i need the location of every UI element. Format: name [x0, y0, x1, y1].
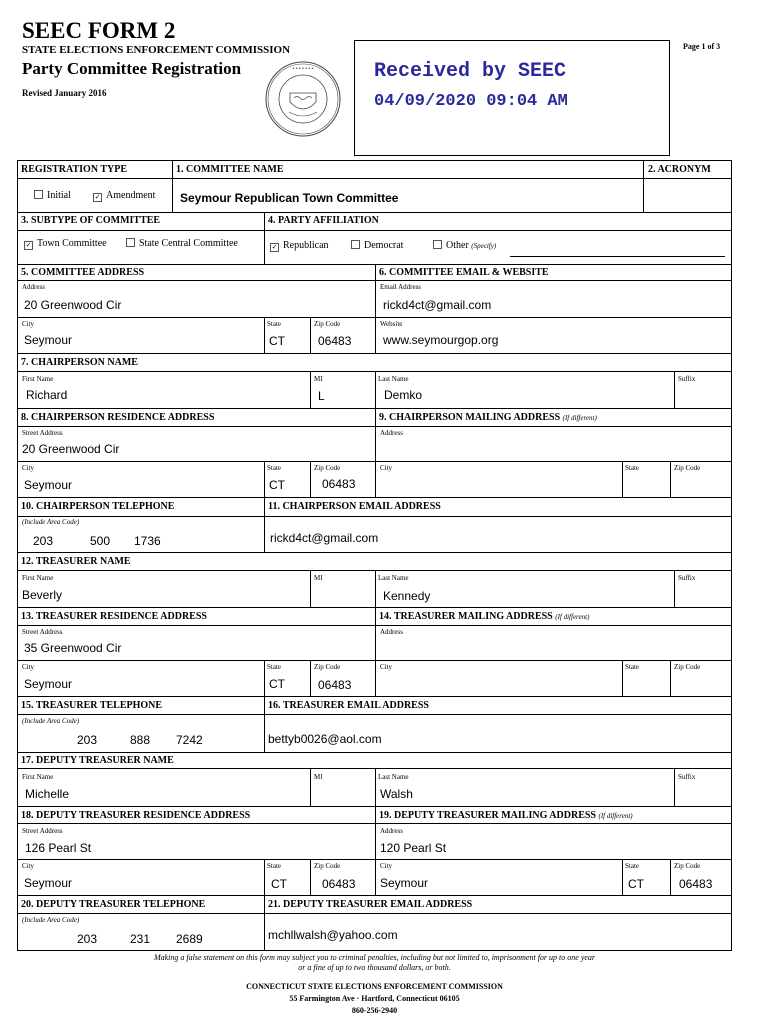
treas-zip-value[interactable]: 06483	[318, 678, 352, 692]
chair-mailing-header	[379, 412, 597, 423]
democrat-label: Democrat	[364, 240, 404, 251]
chair-city-label: City	[22, 464, 35, 472]
republican-checkbox-box[interactable]: ✓	[271, 243, 278, 251]
committee-name-value[interactable]: Seymour Republican Town Committee	[180, 191, 399, 205]
committee-name-header: 1. COMMITTEE NAME	[176, 164, 284, 175]
committee-zip-label: Zip Code	[314, 320, 341, 328]
treas-mail-city-label: City	[380, 663, 393, 671]
chair-mail-city-label: City	[380, 464, 393, 472]
chair-phone-line[interactable]: 1736	[134, 534, 161, 548]
deputy-phone-prefix[interactable]: 231	[130, 932, 151, 946]
other-specify-line[interactable]	[510, 256, 725, 257]
svg-text:• • • • • • •: • • • • • • •	[292, 66, 314, 72]
treas-phone-area[interactable]: 203	[77, 733, 98, 747]
treas-mi-label: MI	[314, 574, 323, 582]
deputy-mail-city-value[interactable]: Seymour	[380, 876, 429, 890]
state-central-checkbox[interactable]	[126, 238, 238, 249]
committee-website-label: Website	[380, 320, 403, 328]
agency-name: STATE ELECTIONS ENFORCEMENT COMMISSION	[22, 44, 291, 56]
deputy-mail-address-label: Address	[380, 827, 403, 835]
warning-line-2: or a fine of up to two thousand dollars, or both.	[298, 963, 451, 972]
deputy-email-value[interactable]: mchllwalsh@yahoo.com	[268, 928, 398, 942]
stamp-received-text: Received by SEEC	[374, 60, 567, 83]
chair-mi-label: MI	[314, 375, 323, 383]
chair-street-value[interactable]: 20 Greenwood Cir	[22, 442, 120, 456]
treas-mail-address-label: Address	[380, 628, 403, 636]
deputy-mail-zip-label: Zip Code	[674, 862, 701, 870]
treas-city-label: City	[22, 663, 35, 671]
treas-area-code-label: (Include Area Code)	[22, 717, 80, 725]
treas-mailing-header	[379, 611, 589, 622]
deputy-name-header: 17. DEPUTY TREASURER NAME	[21, 755, 174, 766]
committee-email-label: Email Address	[380, 283, 422, 291]
treas-street-label: Street Address	[22, 628, 63, 636]
deputy-residence-header: 18. DEPUTY TREASURER RESIDENCE ADDRESS	[21, 810, 251, 821]
republican-label: Republican	[283, 240, 329, 251]
chair-last-label: Last Name	[378, 375, 409, 383]
treas-mailing-title: 14. TREASURER MAILING ADDRESS	[379, 611, 553, 622]
treas-last-label: Last Name	[378, 574, 409, 582]
deputy-city-value[interactable]: Seymour	[24, 876, 73, 890]
deputy-area-code-label: (Include Area Code)	[22, 916, 80, 924]
state-central-label: State Central Committee	[139, 238, 238, 249]
treas-zip-label: Zip Code	[314, 663, 341, 671]
deputy-mailing-title: 19. DEPUTY TREASURER MAILING ADDRESS	[379, 810, 596, 821]
treas-email-header: 16. TREASURER EMAIL ADDRESS	[268, 700, 429, 711]
deputy-phone-area[interactable]: 203	[77, 932, 98, 946]
initial-checkbox[interactable]	[34, 190, 71, 201]
footer-address: 55 Farmington Ave · Hartford, Connecticut 06105	[289, 994, 460, 1003]
chair-phone-header: 10. CHAIRPERSON TELEPHONE	[21, 501, 175, 512]
committee-state-value[interactable]: CT	[269, 334, 285, 348]
treas-city-value[interactable]: Seymour	[24, 677, 73, 691]
committee-city-value[interactable]: Seymour	[24, 333, 73, 347]
deputy-mailing-header	[379, 810, 633, 821]
chairperson-name-header: 7. CHAIRPERSON NAME	[21, 357, 138, 368]
committee-address-value[interactable]: 20 Greenwood Cir	[24, 298, 122, 312]
deputy-mail-zip-value[interactable]: 06483	[679, 877, 713, 891]
deputy-city-label: City	[22, 862, 35, 870]
treas-first-label: First Name	[22, 574, 54, 582]
chair-first-value[interactable]: Richard	[26, 388, 68, 402]
committee-website-value[interactable]: www.seymourgop.org	[383, 333, 499, 347]
town-committee-checkbox-box[interactable]: ✓	[25, 241, 32, 249]
chair-suffix-label: Suffix	[678, 375, 696, 383]
deputy-suffix-label: Suffix	[678, 773, 696, 781]
treas-suffix-label: Suffix	[678, 574, 696, 582]
treas-residence-header: 13. TREASURER RESIDENCE ADDRESS	[21, 611, 207, 622]
amendment-label: Amendment	[106, 190, 156, 201]
chair-state-value[interactable]: CT	[269, 478, 285, 492]
town-committee-checkbox[interactable]	[24, 238, 107, 250]
treas-last-value[interactable]: Kennedy	[383, 589, 431, 603]
committee-contact-header: 6. COMMITTEE EMAIL & WEBSITE	[379, 267, 549, 278]
chair-if-different: (If different)	[562, 414, 597, 422]
treasurer-name-header: 12. TREASURER NAME	[21, 556, 131, 567]
acronym-header: 2. ACRONYM	[648, 164, 711, 175]
other-checkbox-box[interactable]	[433, 240, 442, 249]
chair-mail-address-label: Address	[380, 429, 403, 437]
chair-phone-area[interactable]: 203	[33, 534, 54, 548]
chair-area-code-label: (Include Area Code)	[22, 518, 80, 526]
form-title: SEEC FORM 2	[22, 18, 176, 43]
deputy-phone-line[interactable]: 2689	[176, 932, 203, 946]
deputy-mi-label: MI	[314, 773, 323, 781]
committee-city-label: City	[22, 320, 35, 328]
deputy-first-value[interactable]: Michelle	[25, 787, 70, 801]
subtype-header: 3. SUBTYPE OF COMMITTEE	[21, 215, 161, 226]
deputy-mail-state-label: State	[625, 862, 639, 870]
treas-if-different: (If different)	[555, 613, 590, 621]
initial-checkbox-box[interactable]	[34, 190, 43, 199]
chair-street-label: Street Address	[22, 429, 63, 437]
chair-phone-prefix[interactable]: 500	[90, 534, 111, 548]
democrat-checkbox[interactable]	[351, 240, 403, 251]
deputy-zip-value[interactable]: 06483	[322, 877, 356, 891]
chair-first-label: First Name	[22, 375, 54, 383]
deputy-first-label: First Name	[22, 773, 54, 781]
treas-email-value[interactable]: bettyb0026@aol.com	[268, 732, 382, 746]
chair-mail-zip-label: Zip Code	[674, 464, 701, 472]
other-label: Other	[446, 240, 469, 251]
chair-mi-value[interactable]: L	[318, 389, 325, 403]
treas-mail-zip-label: Zip Code	[674, 663, 701, 671]
chair-state-label: State	[267, 464, 281, 472]
committee-address-label: Address	[22, 283, 45, 291]
deputy-mail-address-value[interactable]: 120 Pearl St	[380, 841, 447, 855]
initial-label: Initial	[47, 190, 71, 201]
specify-label: (Specify)	[471, 242, 497, 250]
deputy-street-label: Street Address	[22, 827, 63, 835]
treas-phone-header: 15. TREASURER TELEPHONE	[21, 700, 163, 711]
warning-line-1: Making a false statement on this form may subject you to criminal penalties, including but not limited to, imprisonment for up to one year	[153, 953, 596, 962]
deputy-phone-header: 20. DEPUTY TREASURER TELEPHONE	[21, 899, 206, 910]
false-statement-warning	[17, 953, 732, 973]
deputy-email-header: 21. DEPUTY TREASURER EMAIL ADDRESS	[268, 899, 473, 910]
deputy-state-label: State	[267, 862, 281, 870]
seal-icon	[264, 60, 342, 138]
footer-agency: CONNECTICUT STATE ELECTIONS ENFORCEMENT COMMISSION	[246, 982, 503, 991]
deputy-mail-city-label: City	[380, 862, 393, 870]
committee-email-value[interactable]: rickd4ct@gmail.com	[383, 298, 492, 312]
footer-phone: 860-256-2940	[351, 1006, 398, 1015]
stamp-date-text: 04/09/2020 09:04 AM	[374, 92, 568, 111]
committee-address-header: 5. COMMITTEE ADDRESS	[21, 267, 145, 278]
amendment-checkbox[interactable]	[93, 190, 155, 202]
deputy-zip-label: Zip Code	[314, 862, 341, 870]
chair-residence-header: 8. CHAIRPERSON RESIDENCE ADDRESS	[21, 412, 215, 423]
registration-type-header: REGISTRATION TYPE	[21, 164, 128, 175]
chair-email-header: 11. CHAIRPERSON EMAIL ADDRESS	[268, 501, 441, 512]
deputy-state-value[interactable]: CT	[271, 877, 287, 891]
treas-street-value[interactable]: 35 Greenwood Cir	[24, 641, 122, 655]
chair-mail-state-label: State	[625, 464, 639, 472]
chair-email-value[interactable]: rickd4ct@gmail.com	[270, 531, 379, 545]
republican-checkbox[interactable]	[270, 240, 329, 252]
chair-zip-value[interactable]: 06483	[322, 477, 356, 491]
state-central-checkbox-box[interactable]	[126, 238, 135, 247]
revised-date: Revised January 2016	[22, 88, 107, 98]
deputy-last-label: Last Name	[378, 773, 409, 781]
treas-first-value[interactable]: Beverly	[22, 588, 63, 602]
deputy-mail-state-value[interactable]: CT	[628, 877, 644, 891]
treas-phone-line[interactable]: 7242	[176, 733, 203, 747]
committee-state-label: State	[267, 320, 281, 328]
page-number: Page 1 of 3	[683, 42, 721, 51]
chair-mailing-title: 9. CHAIRPERSON MAILING ADDRESS	[379, 412, 561, 423]
treas-state-label: State	[267, 663, 281, 671]
democrat-checkbox-box[interactable]	[351, 240, 360, 249]
amendment-checkbox-box[interactable]: ✓	[94, 193, 101, 201]
deputy-last-value[interactable]: Walsh	[380, 787, 413, 801]
town-committee-label: Town Committee	[37, 238, 107, 249]
committee-zip-value[interactable]: 06483	[318, 334, 352, 348]
form-name: Party Committee Registration	[22, 59, 242, 78]
chair-last-value[interactable]: Demko	[384, 388, 423, 402]
treas-state-value[interactable]: CT	[269, 677, 285, 691]
deputy-street-value[interactable]: 126 Pearl St	[25, 841, 92, 855]
treas-phone-prefix[interactable]: 888	[130, 733, 151, 747]
treas-mail-state-label: State	[625, 663, 639, 671]
deputy-if-different: (If different)	[598, 812, 633, 820]
chair-city-value[interactable]: Seymour	[24, 478, 73, 492]
party-affiliation-header: 4. PARTY AFFILIATION	[268, 215, 379, 226]
chair-zip-label: Zip Code	[314, 464, 341, 472]
other-checkbox[interactable]	[433, 240, 496, 251]
